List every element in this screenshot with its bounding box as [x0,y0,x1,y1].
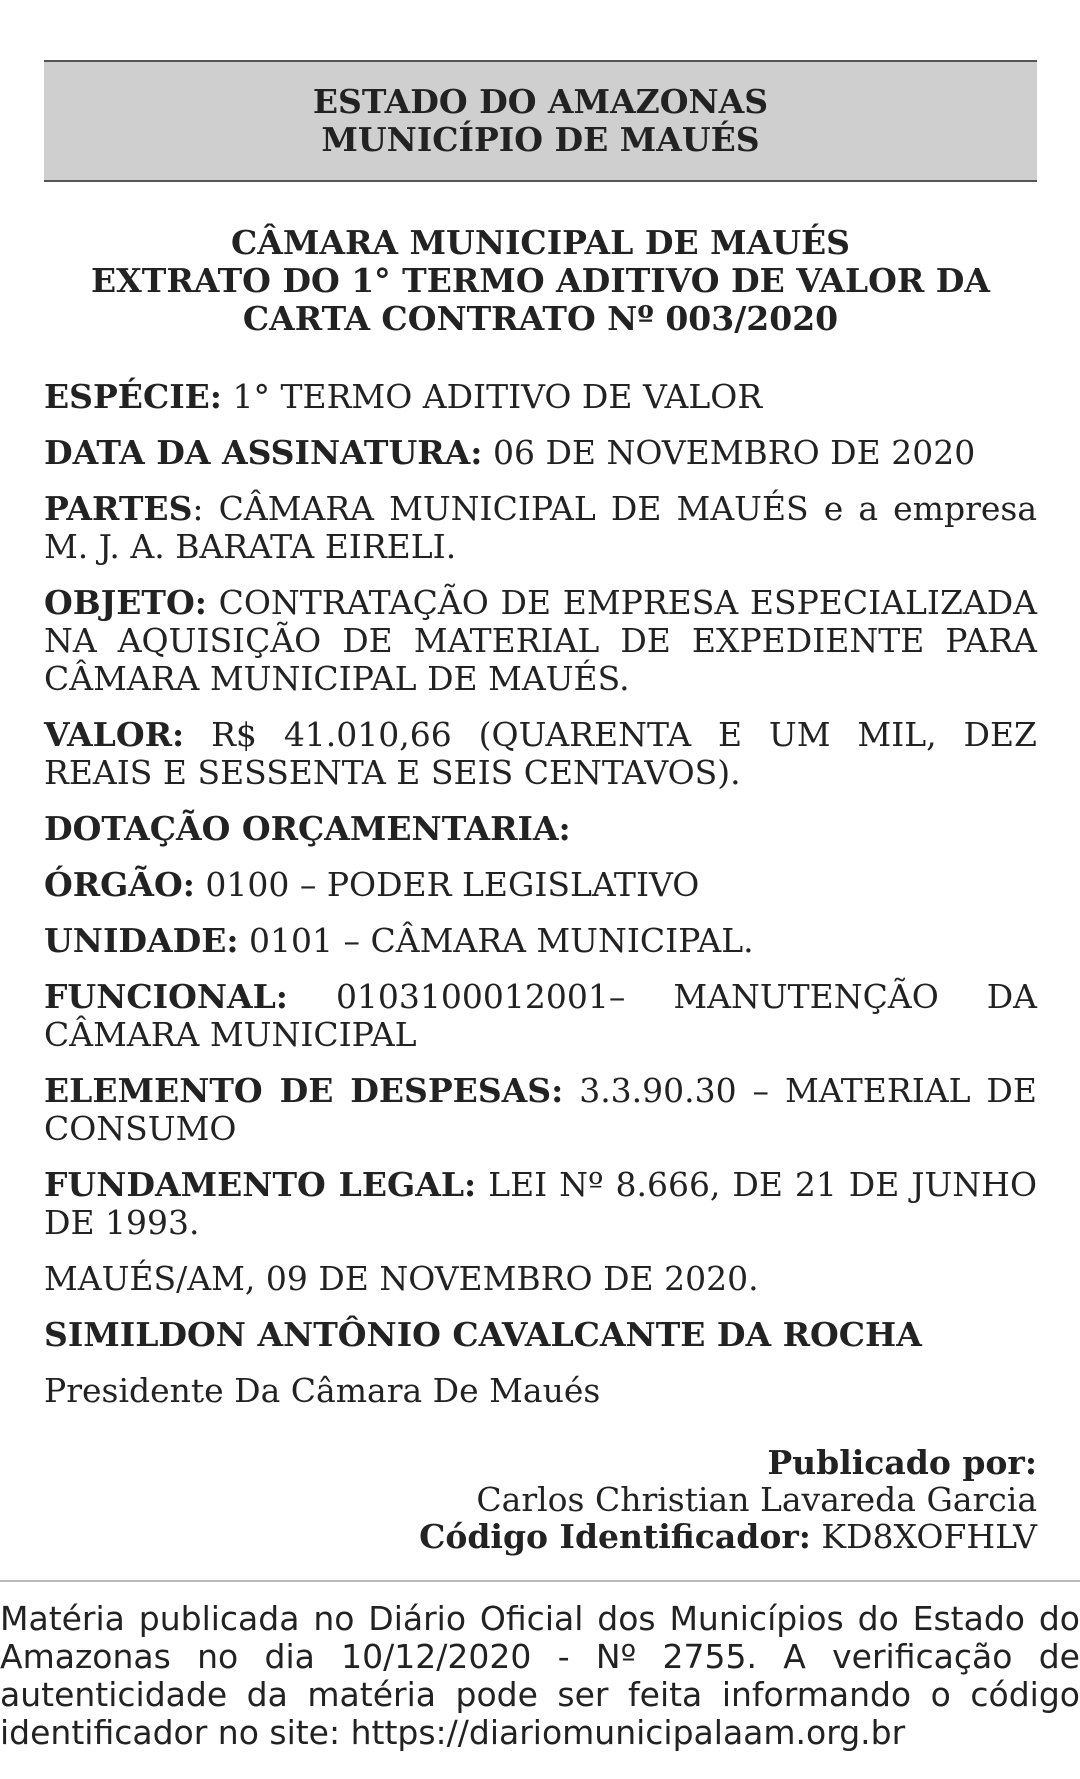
state-header [44,60,1037,182]
field-value: 3.3.90.30 – MATERIAL DE CONSUMO [44,1071,1037,1148]
document-body [44,378,1037,1410]
field-funcional [44,978,1037,1054]
footer-note: Matéria publicada no Diário Oficial dos Municípios do Estado do Amazonas no dia 10/12/2020 - Nº 2755. A verificação de autenticidade da matéria pode ser feita informando o código identificador no site: https://diariomunicipalaam.org.br [0,1599,1080,1752]
field-value: : CÂMARA MUNICIPAL DE MAUÉS e a empresa M. J. A. BARATA EIRELI. [44,489,1037,566]
field-fundamento [44,1166,1037,1242]
field-value: 0103100012001– MANUTENÇÃO DA CÂMARA MUNICIPAL [44,977,1037,1054]
document-title [44,224,1037,338]
publication-heading: Publicado por: [767,1443,1037,1482]
place-date: MAUÉS/AM, 09 DE NOVEMBRO DE 2020. [44,1259,759,1298]
identifier-line [44,1518,1037,1555]
field-unidade [44,922,1037,960]
field-valor [44,716,1037,792]
state-header-line1: ESTADO DO AMAZONAS [312,82,769,121]
field-value: 1° TERMO ADITIVO DE VALOR [222,377,763,416]
publication-block [44,1444,1037,1555]
signer-name: SIMILDON ANTÔNIO CAVALCANTE DA ROCHA [44,1315,922,1354]
title-line1: CÂMARA MUNICIPAL DE MAUÉS [231,223,850,262]
field-value: 0100 – PODER LEGISLATIVO [194,865,700,904]
identifier-label: Código Identificador: [419,1517,811,1556]
field-dotacao [44,810,1037,848]
field-value: R$ 41.010,66 (QUARENTA E UM MIL, DEZ REAIS E SESSENTA E SEIS CENTAVOS). [44,715,1037,792]
field-label: UNIDADE: [44,921,239,960]
field-label: DATA DA ASSINATURA: [44,433,483,472]
field-especie [44,378,1037,416]
publisher-name: Carlos Christian Lavareda Garcia [476,1480,1037,1519]
field-label: PARTES [44,489,193,528]
field-orgao [44,866,1037,904]
field-elemento [44,1072,1037,1148]
field-label: VALOR: [44,715,185,754]
state-header-line2: MUNICÍPIO DE MAUÉS [321,120,760,159]
signer-role: Presidente Da Câmara De Maués [44,1371,601,1410]
field-partes [44,490,1037,566]
field-objeto [44,584,1037,698]
field-label: FUNCIONAL: [44,977,288,1016]
field-label: OBJETO: [44,583,207,622]
identifier-code: KD8XOFHLV [810,1517,1037,1556]
field-value: 06 DE NOVEMBRO DE 2020 [482,433,976,472]
field-label: ELEMENTO DE DESPESAS: [44,1071,564,1110]
field-label: ÓRGÃO: [44,865,195,904]
title-line2: EXTRATO DO 1° TERMO ADITIVO DE VALOR DA [91,261,990,300]
field-value: 0101 – CÂMARA MUNICIPAL. [238,921,754,960]
document-page [44,60,1037,1555]
title-line3: CARTA CONTRATO Nº 003/2020 [242,299,839,338]
field-label: ESPÉCIE: [44,377,222,416]
footer-divider [0,1580,1080,1582]
field-label: DOTAÇÃO ORÇAMENTARIA: [44,809,571,848]
field-value: LEI Nº 8.666, DE 21 DE JUNHO DE 1993. [44,1165,1038,1242]
field-value: CONTRATAÇÃO DE EMPRESA ESPECIALIZADA NA AQUISIÇÃO DE MATERIAL DE EXPEDIENTE PARA CÂMARA MUNICIPAL DE MAUÉS. [44,583,1037,698]
field-label: FUNDAMENTO LEGAL: [44,1165,477,1204]
field-data-assinatura [44,434,1037,472]
